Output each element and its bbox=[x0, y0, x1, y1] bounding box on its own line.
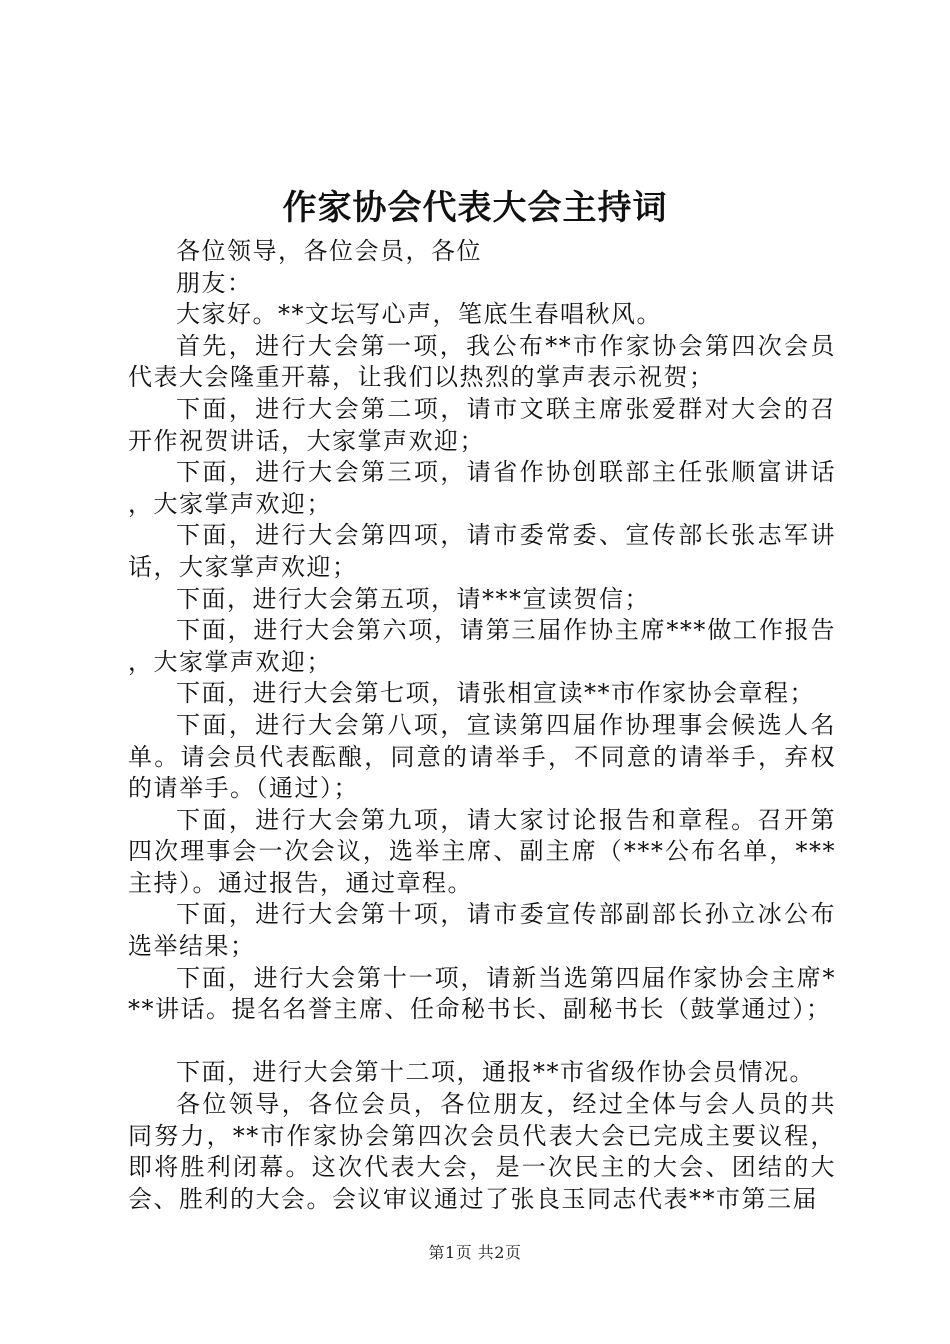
paragraph-item-1: 首先，进行大会第一项，我公布**市作家协会第四次会员代表大会隆重开幕，让我们以热烈的掌声表示祝贺； bbox=[128, 331, 836, 392]
paragraph-closing: 各位领导，各位会员，各位朋友，经过全体与会人员的共同努力，**市作家协会第四次会员代表大会已完成主要议程，即将胜利闭幕。这次代表大会，是一次民主的大会、团结的大会、胜利的大会。会议审议通过了张良玉同志代表**市第三届 bbox=[128, 1090, 836, 1213]
paragraph-greeting: 各位领导，各位会员，各位 bbox=[176, 237, 482, 265]
paragraph-item-12: 下面，进行大会第十二项，通报**市省级作协会员情况。 bbox=[176, 1058, 815, 1087]
document-body bbox=[128, 236, 836, 1215]
paragraph-item-5: 下面，进行大会第五项，请***宣读贺信； bbox=[176, 584, 650, 613]
paragraph-item-11: 下面，进行大会第十一项，请新当选第四届作家协会主席***讲话。提名名誉主席、任命秘书长、副秘书长（鼓掌通过）； bbox=[128, 963, 836, 1024]
paragraph-item-3: 下面，进行大会第三项，请省作协创联部主任张顺富讲话，大家掌声欢迎； bbox=[128, 458, 836, 518]
paragraph-item-6: 下面，进行大会第六项，请第三届作协主席***做工作报告，大家掌声欢迎； bbox=[128, 616, 836, 676]
paragraph-opening: 大家好。**文坛写心声，笔底生春唱秋风。 bbox=[176, 300, 662, 329]
paragraph-item-2: 下面，进行大会第二项，请市文联主席张爱群对大会的召开作祝贺讲话，大家掌声欢迎； bbox=[128, 394, 836, 455]
paragraph-item-4: 下面，进行大会第四项，请市委常委、宣传部长张志军讲话，大家掌声欢迎； bbox=[128, 521, 836, 581]
paragraph-item-7: 下面，进行大会第七项，请张相宣读**市作家协会章程； bbox=[176, 679, 815, 708]
page-number-footer: 第1页 共2页 bbox=[428, 1243, 522, 1262]
document-title: 作家协会代表大会主持词 bbox=[282, 188, 668, 228]
paragraph-item-10: 下面，进行大会第十项，请市委宣传部副部长孙立冰公布选举结果； bbox=[128, 900, 836, 961]
paragraph-item-8: 下面，进行大会第八项，宣读第四届作协理事会候选人名单。请会员代表酝酿，同意的请举手，不同意的请举手，弃权的请举手。（通过）； bbox=[128, 710, 836, 803]
paragraph-greeting-cont: 朋友： bbox=[176, 268, 253, 297]
paragraph-item-9: 下面，进行大会第九项，请大家讨论报告和章程。召开第四次理事会一次会议，选举主席、副主席（***公布名单，***主持）。通过报告，通过章程。 bbox=[128, 805, 836, 897]
